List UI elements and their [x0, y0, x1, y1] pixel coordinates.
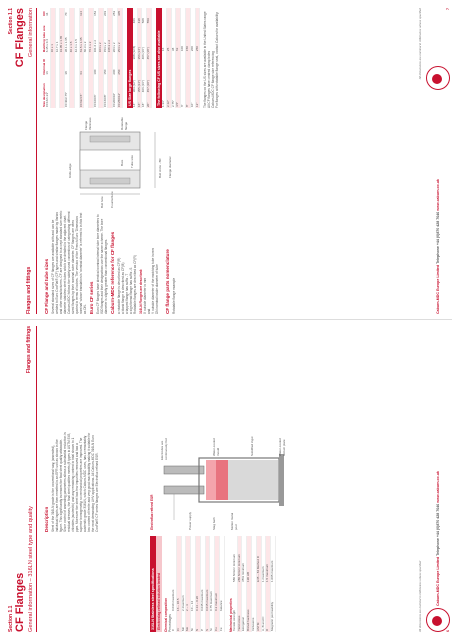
mech-cell: D	[266, 583, 271, 632]
mech-cell: Tensile strength	[233, 583, 237, 632]
sizes-cell: 168.3 x 2	[108, 17, 113, 53]
sizes-cell: 150	[103, 53, 108, 75]
mech-cell: Inclusions	[251, 583, 256, 632]
mech-row	[271, 536, 276, 632]
note-line: Caburn-MDC CF flange size referencing	[211, 51, 216, 108]
sizes-cell: 42.4 x 1.5	[74, 17, 79, 53]
sizes-cell: 305	[117, 8, 122, 17]
sizes-cell: CF16/1.33"	[46, 76, 50, 108]
ref-lines	[117, 210, 137, 314]
chem-row	[219, 536, 224, 632]
callout-plate: Water-cooled bottom plate	[278, 438, 286, 456]
page-title: CF Flanges	[14, 8, 26, 68]
sizes-cell: 34	[46, 8, 50, 17]
us-sizes-table	[133, 8, 152, 108]
sizes-cell: 19.05 x 1.65	[60, 17, 65, 53]
sizes-cell: 16	[46, 53, 50, 75]
chem-cell: 0.2 maximum	[215, 536, 220, 612]
us-cell: 406 (16")	[142, 24, 147, 60]
sizes-cell: 253	[113, 8, 118, 17]
footer-company: Caburn-MDC Europe Limited	[436, 264, 440, 314]
chem-cell: Si	[210, 612, 215, 632]
diagram-title: Electroflux refined ESR	[150, 494, 154, 530]
sizes-table	[42, 8, 123, 108]
section-label: Section 1.1	[8, 8, 14, 35]
ref-example	[143, 210, 159, 314]
us-cell: 406 (16")	[142, 60, 147, 93]
footer-note: All dimensions are nominal in millimetres unless specified	[418, 560, 422, 632]
mech-cell: 1 maximum	[261, 536, 266, 583]
sizes-cell: 70	[65, 8, 70, 17]
footer-phone: Telephone +44 (0)870 428 7646	[436, 503, 440, 556]
mech-cell: 35% minimum	[242, 536, 247, 583]
sizes-cell: 152	[93, 8, 98, 17]
label-tube-size: Tube size	[130, 155, 134, 168]
nomenclature-heading: CF flange parts nomenclature	[165, 249, 170, 314]
sizes-cell: CF200/10"	[113, 76, 118, 108]
chem-cell: 0.045 maximum	[200, 536, 205, 612]
us-cell: 16"	[137, 93, 142, 108]
label-bore: Bore	[120, 159, 124, 166]
us-cell: 457 (18")	[147, 24, 152, 60]
callout-mould: Water-cooled mould	[212, 438, 220, 456]
chem-cell: Fe	[219, 612, 224, 632]
us-cell: 20"	[147, 93, 152, 108]
chem-table	[172, 536, 225, 632]
sizes-cell: 254 x 2	[117, 17, 122, 53]
us-cell: 14"	[133, 93, 137, 108]
chem-cell: 2 maximum	[181, 536, 186, 612]
mech-cell: Magnetic permeability	[271, 583, 276, 632]
us-heading: US Size large flanges	[127, 8, 133, 108]
spec-title: 316LN Stainless steel specifications	[150, 536, 156, 632]
us-small-cell: 1.33"	[162, 52, 166, 108]
nomenclature-sub: Rotatable flange example	[172, 277, 176, 314]
euro-heading: Euro CF series	[89, 281, 94, 314]
sizes-header-cell: Nominal ID	[42, 58, 46, 75]
us-small-cell: 8"	[185, 52, 190, 108]
mech-cell: A, B and C	[261, 583, 266, 632]
section-label: Section 1.1	[8, 605, 14, 632]
us-small-cell: 38	[171, 8, 176, 52]
chem-cell: balance	[219, 536, 224, 612]
us-small-cell: 2.12"	[166, 52, 171, 108]
us-small-cell: 100	[181, 8, 186, 52]
spec-subtitle: Electroslag refined solution treated	[156, 536, 162, 632]
us-cell: 559	[147, 8, 152, 24]
callout-slag: Slag bath	[212, 517, 216, 530]
label-knife-edge: Knife-edge	[68, 163, 72, 178]
us-row	[147, 8, 152, 108]
header-rule	[36, 8, 37, 314]
ref-example-line: and	[147, 308, 151, 314]
label-rotatable: Rotatable flange	[120, 117, 128, 130]
callout-ingot: Solidified ingot	[250, 436, 254, 456]
text-column	[42, 210, 176, 314]
ref-example-heading: 316LN Flanges are described:	[139, 268, 143, 314]
footer-web[interactable]: www.caburn.co.uk	[436, 471, 440, 503]
chem-cell: N	[195, 612, 200, 632]
us-cell: 308 (12.5)	[133, 24, 137, 60]
chem-cell: 2 – 3	[186, 536, 191, 612]
mech-cell: Elongation	[242, 583, 247, 632]
esr-diagram	[150, 430, 300, 530]
flange-diagram	[60, 112, 180, 208]
chem-cell: S	[205, 612, 210, 632]
mech-cell: E45 – 84 Method D	[256, 536, 261, 583]
page-title: CF Flanges	[14, 572, 26, 632]
sizes-cell: 60.3 x 2	[84, 17, 89, 53]
chem-cell: Mn	[181, 612, 186, 632]
chem-cell: P	[200, 612, 205, 632]
euro-text: Euro CF flanges have identical nominal internal tube bore diameters to ISO flanges and their designations use the same scheme. The bore diameter is slightly greater than conventional flanges.	[96, 214, 108, 314]
sizes-row	[117, 8, 122, 108]
sizes-cell: 6.35 x 0.4	[46, 17, 50, 53]
types-text: Several standard sizes of CF flanges are available with and can be welded to Euro ConFlat® (CF) types and similar flanges made by Varian and other manufacturers. CF are designed to accept standard size metric diameter stainless steel tubes which are detailed in the adjacent chart. Caburn-MDC follows the widely used convention of categorising different sized flanges by their nominal outer diameter. CF flanges are often quoted in terms of inches. The version of the French Euro 'Dimension nominal' whose translation is 'nominal diameter' is referred to in this text as DN.	[51, 210, 87, 314]
description-block	[42, 432, 99, 532]
mech-cell: 190 HB	[247, 536, 252, 583]
sizes-cell: 104 x 2	[98, 17, 103, 53]
us-small-cell: 10"	[190, 52, 195, 108]
mech-cell: 1.5 maximum	[266, 536, 271, 583]
header-rule	[36, 326, 37, 632]
chem-cell: Ni	[191, 612, 196, 632]
sizes-cell: 63.5 x 1.65	[79, 17, 84, 53]
sizes-cell: 204 x 2	[113, 17, 118, 53]
us-small-cell: 12"	[195, 52, 200, 108]
callout-electrodes: Electrodes are continuously fed	[160, 438, 168, 460]
sizes-cell: CF160/8"	[103, 76, 108, 108]
spec-table	[150, 536, 276, 632]
us-small-cell: 6"	[181, 52, 186, 108]
sizes-header-cell: OD	[42, 11, 46, 16]
label-bolt-circle: Bolt circle - BC	[158, 158, 162, 178]
chem-heading: Chemical composition	[164, 597, 168, 632]
chem-cell: 10 – 14	[191, 536, 196, 612]
sizes-cell: 203	[103, 8, 108, 17]
chem-cell: 16 – 18.5	[176, 536, 181, 612]
footer-note: All dimensions are nominal in millimetres unless specified	[418, 8, 422, 80]
chapter-header: Flanges and fittings	[26, 326, 32, 374]
bottom-heading: The following CF US sizes are also available	[156, 8, 162, 108]
mech-table	[233, 536, 276, 632]
types-heading: CF Flange and tube sizes	[44, 258, 49, 314]
callout-power: Power supply	[188, 511, 192, 530]
us-cell: 438	[137, 8, 142, 24]
us-small-cell: 150	[185, 8, 190, 52]
page-subtitle: General information – 316LN steel type and quality	[28, 506, 34, 632]
page-number: 6	[446, 630, 450, 632]
us-small-cell: 250	[195, 8, 200, 52]
sizes-cell: 10 x 1	[50, 17, 55, 53]
sizes-cell: 76.1 x 2	[89, 17, 94, 53]
us-small-row	[195, 8, 200, 108]
us-small-cell: 4.5"	[176, 52, 181, 108]
mech-cell: 1.005 maximum	[271, 536, 276, 583]
us-cell: 355 (14")	[137, 60, 142, 93]
ref-line: Rotatable flanges are described as CF(R)	[133, 255, 137, 314]
footer-company: Caburn-MDC Europe Limited	[436, 556, 440, 606]
us-small-cell: 25	[166, 8, 171, 52]
ref-example-line: X outside diameter in mm	[143, 277, 147, 314]
ref-line: a tapped flange has suffix -T	[125, 273, 129, 314]
sizes-cell: 12.7 x 1	[55, 17, 60, 53]
left-page	[0, 319, 452, 640]
sizes-cell: 40 x 1.5	[69, 17, 74, 53]
sizes-table-block	[42, 8, 219, 108]
us-cell: 18"	[142, 93, 147, 108]
label-flange-diameter: Flange diameter	[168, 156, 172, 178]
sizes-cell: 200	[113, 53, 118, 75]
footer-line	[436, 179, 440, 314]
ref-line: a rotatable flange is described as CF(R)	[117, 257, 121, 314]
sizes-header-cell: Matching tube size	[42, 25, 46, 53]
us-small-table	[162, 8, 200, 108]
sizes-cell: CF100/6"	[93, 76, 98, 108]
chem-cell: 0.14 – 0.20	[195, 536, 200, 612]
ref-example-line: Y outside diameter of the matching tube in mm	[151, 248, 155, 314]
label-flange-thickness: Flange thickness	[84, 117, 92, 130]
sizes-cell: CF63/4.5"	[79, 76, 84, 108]
mech-cell: 580 N/mm² minimum	[233, 536, 237, 583]
page-number: 7	[446, 8, 450, 10]
chem-cell: 0.015 maximum	[205, 536, 210, 612]
ref-heading: Caburn-MDC reference for CF flanges	[110, 231, 115, 314]
us-cell: 508	[142, 8, 147, 24]
description-text: Steel of the 316LN grade is the conventional way, (annealed), individual ingots are then remelted in an EFR unit as shown in the figure. This significantly increases the final steel quality attainable. Since control of annealing parameters allows a substantial reduction in residual stresses, the final steel qualities meets (8 types in ASTM E45, chlorides (austenitic) and any remaining content in total shown to 1 ppm. Moreover the steel has few impurities removed and has a superior homogeneity, so mechanical properties are improved. The austenitic grade 316LN, which Caburn-MDC uses, has a remarkably low content of ferrite and very good machinability making it suitable for the most demanding UHV applications. All Caburn-MDC 316LN Euro ConFlat® CF series flanges are Electroflux refined ESR.	[51, 432, 99, 532]
sizes-cell: 38.1 x 1.65	[65, 17, 70, 53]
company-logo	[426, 66, 450, 90]
note-line: The flanges on the US sizes are available in the United States range	[203, 11, 208, 108]
sizes-cell: 100	[93, 53, 98, 75]
chem-cell: 0.75 maximum	[210, 536, 215, 612]
label-bolt-hole: Bolt hole	[100, 196, 104, 208]
label-counterbore: Counterbore	[110, 191, 114, 208]
sizes-cell: CF40/2.75"	[65, 76, 70, 108]
note-line: All CF flanges have centred clamp holes	[207, 50, 212, 108]
chem-cell: Mo	[186, 612, 191, 632]
sizes-header-cell: Size designation	[42, 83, 46, 107]
callout-pool: Molten metal pool	[230, 512, 238, 530]
us-small-cell: 2.75"	[171, 52, 176, 108]
mech-heading: Mechanical properties	[228, 598, 233, 632]
us-cell: 356 (14")	[137, 24, 142, 60]
description-heading: Description	[44, 506, 49, 532]
mech-cell: Brinell hardness	[247, 583, 252, 632]
note-line: For flanges with rotatable flange seal, contact Caburn for availability	[215, 12, 220, 108]
chem-cell: 0.030 maximum	[172, 536, 176, 612]
us-cell: 406	[133, 8, 137, 24]
sizes-cell: 38	[65, 53, 70, 75]
chem-col: Percentages	[168, 614, 172, 632]
footer-web[interactable]: www.caburn.co.uk	[436, 179, 440, 211]
sizes-cell: CF250/12"	[117, 76, 122, 108]
chem-cell: Cr	[176, 612, 181, 632]
sizes-cell: 63	[79, 53, 84, 75]
chem-cell: C	[172, 612, 176, 632]
mech-cell: ASTM	[256, 583, 261, 632]
sizes-cell: 154 x 2	[103, 17, 108, 53]
us-cell: 457 (18")	[147, 60, 152, 93]
ref-example-line: DN nominal inside diameter of tube	[155, 264, 159, 314]
esr-figure	[154, 430, 294, 530]
chapter-header: Flanges and fittings	[26, 266, 32, 314]
footer-phone: Telephone +44 (0)870 428 7646	[436, 211, 440, 264]
mech-cell: Yield stress	[237, 583, 242, 632]
sizes-cell: 250	[117, 53, 122, 75]
chem-cell: Co	[215, 612, 220, 632]
notes	[203, 8, 219, 108]
us-small-cell: 200	[190, 8, 195, 52]
us-small-cell: 16	[162, 8, 166, 52]
ref-line: a blank flange is described as CF(B)	[121, 262, 125, 314]
sizes-cell: 114	[79, 8, 84, 17]
footer-line	[436, 471, 440, 606]
company-logo	[426, 608, 450, 632]
ref-line: a sign thread flange has suffix -S	[129, 267, 133, 314]
us-cell: 303 (12")	[133, 60, 137, 93]
mech-cell: 280 N/mm² minimum	[237, 536, 242, 583]
sizes-cell: 101.6 x 2	[93, 17, 98, 53]
us-small-cell: 63	[176, 8, 181, 52]
page-subtitle: General information	[28, 8, 34, 58]
